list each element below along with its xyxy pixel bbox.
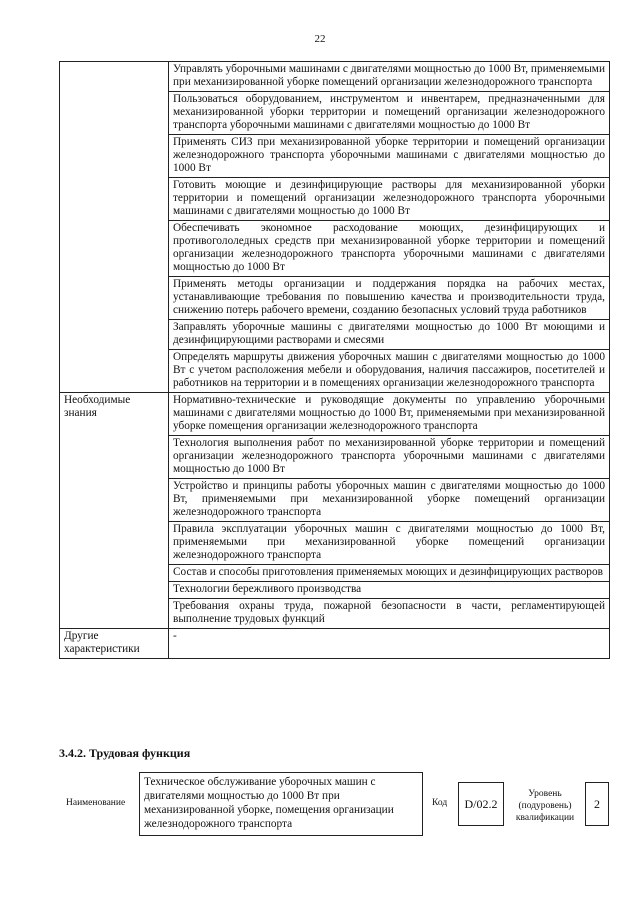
skill-cell: Обеспечивать экономное расходование моющих, дезинфицирующих и противогололедных средств при механизированной уборке территории и помещений организации железнодорожного транспорта уборочными машинами с двигателями мощностью до 1000 Вт <box>169 221 610 277</box>
skill-cell: Управлять уборочными машинами с двигателями мощностью до 1000 Вт, применяемыми при механизированной уборке помещений организации железнодорожного транспорта <box>169 62 610 92</box>
knowledge-cell: Требования охраны труда, пожарной безопасности в части, регламентирующей выполнение трудовых функций <box>169 599 610 629</box>
skill-cell: Заправлять уборочные машины с двигателями мощностью до 1000 Вт моющими и дезинфицирующими растворами и смесями <box>169 320 610 350</box>
requirements-table <box>59 61 610 659</box>
knowledge-cell: Нормативно-технические и руководящие документы по управлению уборочными машинами с двигателями мощностью до 1000 Вт, применяемыми при механизированной уборке помещения организации железнодорожного транспорта <box>169 393 610 436</box>
code-label: Код <box>432 798 448 808</box>
section-heading: 3.4.2. Трудовая функция <box>59 746 191 760</box>
knowledge-cell: Устройство и принципы работы уборочных машин с двигателями мощностью до 1000 Вт, применяемыми при механизированной уборке помещений организации железнодорожного транспорта <box>169 479 610 522</box>
skills-label-cell <box>60 62 169 393</box>
table-row <box>60 393 610 436</box>
skill-cell: Определять маршруты движения уборочных машин с двигателями мощностью до 1000 Вт с учетом расположения мебели и оборудования, наличия пассажиров, посетителей и работников на территории и в помещениях организации железнодорожного транспорта <box>169 350 610 393</box>
qualification-level-box: 2 <box>585 782 609 826</box>
function-name-box: Техническое обслуживание уборочных машин с двигателями мощностью до 1000 Вт при механизированной уборке, помещения организации железнодорожного транспорта <box>139 772 423 836</box>
skill-cell: Применять методы организации и поддержания порядка на рабочих местах, устанавливающие требования по повышению качества и производительности труда, снижению потерь рабочего времени, созданию безопасных условий труда работников <box>169 277 610 320</box>
table-row <box>60 62 610 92</box>
qualification-level-label: Уровень (подуровень) квалификации <box>515 789 575 823</box>
other-characteristics-label: Другие характеристики <box>60 629 169 659</box>
knowledge-cell: Технология выполнения работ по механизированной уборке территории и помещений организации железнодорожного транспорта уборочными машинами с двигателями мощностью до 1000 Вт <box>169 436 610 479</box>
knowledge-cell: Правила эксплуатации уборочных машин с двигателями мощностью до 1000 Вт, применяемыми при механизированной уборке помещений организации железнодорожного транспорта <box>169 522 610 565</box>
other-characteristics-value: - <box>169 629 610 659</box>
skill-cell: Готовить моющие и дезинфицирующие растворы для механизированной уборки территории и помещений организации железнодорожного транспорта уборочными машинами с двигателями мощностью до 1000 Вт <box>169 178 610 221</box>
knowledge-cell: Технологии бережливого производства <box>169 582 610 599</box>
knowledge-cell: Состав и способы приготовления применяемых моющих и дезинфицирующих растворов <box>169 565 610 582</box>
table-row <box>60 629 610 659</box>
skill-cell: Пользоваться оборудованием, инструментом и инвентарем, предназначенными для механизированной уборки территории и помещений организации железнодорожного транспорта уборочными машинами с двигателями мощностью до 1000 Вт <box>169 92 610 135</box>
knowledge-label: Необходимые знания <box>60 393 169 629</box>
page-number: 22 <box>314 33 326 45</box>
code-value-box: D/02.2 <box>458 782 504 826</box>
skill-cell: Применять СИЗ при механизированной уборке территории и помещений организации железнодорожного транспорта уборочными машинами с двигателями мощностью до 1000 Вт <box>169 135 610 178</box>
function-name-label: Наименование <box>66 798 126 808</box>
